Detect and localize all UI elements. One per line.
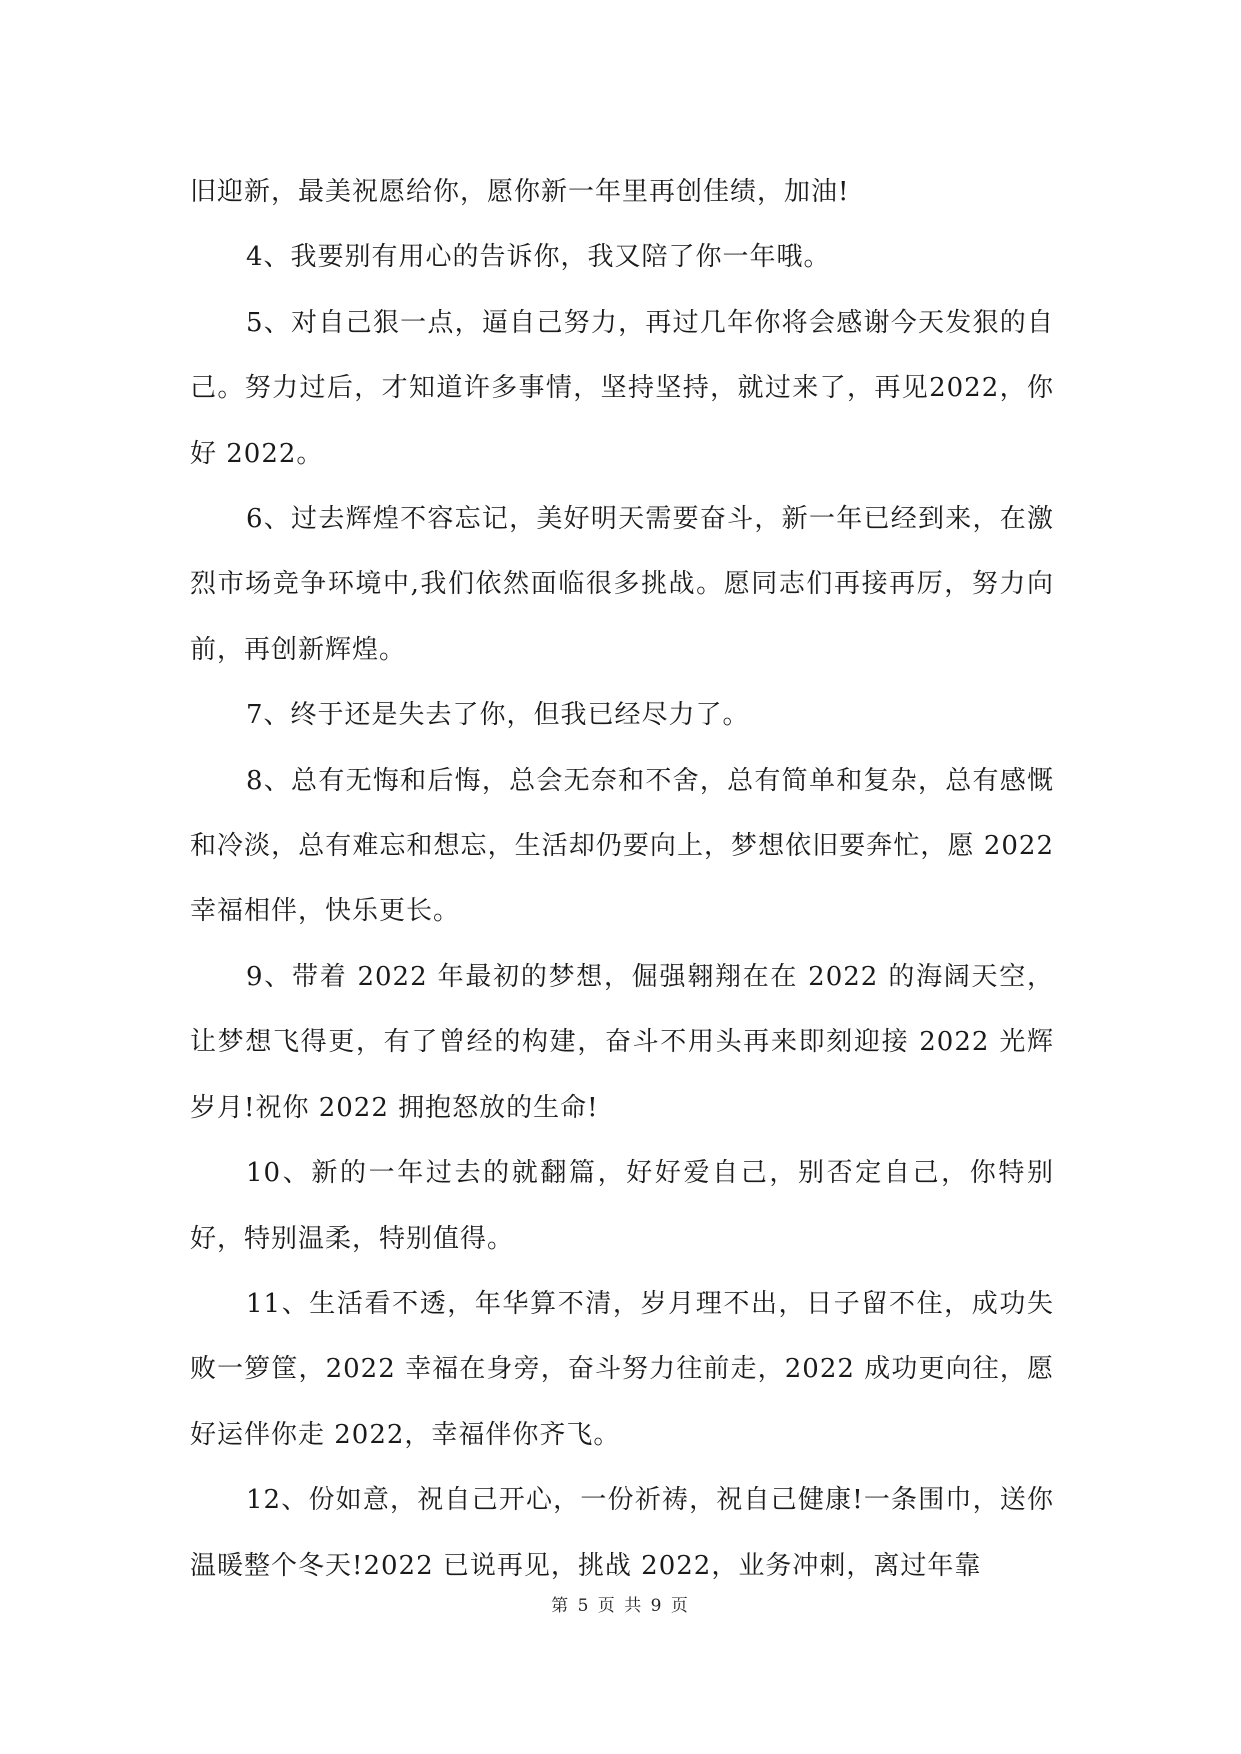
paragraph-item-5: 5、对自己狠一点，逼自己努力，再过几年你将会感谢今天发狠的自己。努力过后，才知道许多事情，坚持坚持，就过来了，再见2022，你好 2022。 xyxy=(190,307,1054,469)
paragraph-continuation: 旧迎新，最美祝愿给你，愿你新一年里再创佳绩，加油! xyxy=(190,177,850,207)
paragraph-item-12: 12、份如意，祝自己开心，一份祈祷，祝自己健康!一条围巾，送你温暖整个冬天!2022 已说再见，挑战 2022，业务冲刺，离过年靠 xyxy=(190,1485,1054,1581)
paragraph-item-11: 11、生活看不透，年华算不清，岁月理不出，日子留不住，成功失败一箩筐，2022 幸福在身旁，奋斗努力往前走，2022 成功更向往，愿好运伴你走 2022，幸福伴你齐飞。 xyxy=(190,1288,1054,1450)
paragraph-item-10: 10、新的一年过去的就翻篇，好好爱自己，别否定自己，你特别好，特别温柔，特别值得。 xyxy=(190,1158,1054,1254)
paragraph-item-6: 6、过去辉煌不容忘记，美好明天需要奋斗，新一年已经到来，在激烈市场竞争环境中,我们依然面临很多挑战。愿同志们再接再厉，努力向前，再创新辉煌。 xyxy=(190,504,1054,665)
body-text xyxy=(190,160,1054,1599)
paragraph-item-4: 4、我要别有用心的告诉你，我又陪了你一年哦。 xyxy=(246,242,831,273)
paragraph-item-8: 8、总有无悔和后悔，总会无奈和不舍，总有简单和复杂，总有感慨和冷淡，总有难忘和想忘，生活却仍要向上，梦想依旧要奔忙，愿 2022 幸福相伴，快乐更长。 xyxy=(190,765,1054,927)
page-number-footer: 第 5 页 共 9 页 xyxy=(551,1596,690,1616)
paragraph-item-7: 7、终于还是失去了你，但我已经尽力了。 xyxy=(246,700,750,731)
paragraph-item-9: 9、带着 2022 年最初的梦想，倔强翱翔在在 2022 的海阔天空，让梦想飞得更，有了曾经的构建，奋斗不用头再来即刻迎接 2022 光辉岁月!祝你 2022 拥抱怒放的生命! xyxy=(190,961,1054,1123)
